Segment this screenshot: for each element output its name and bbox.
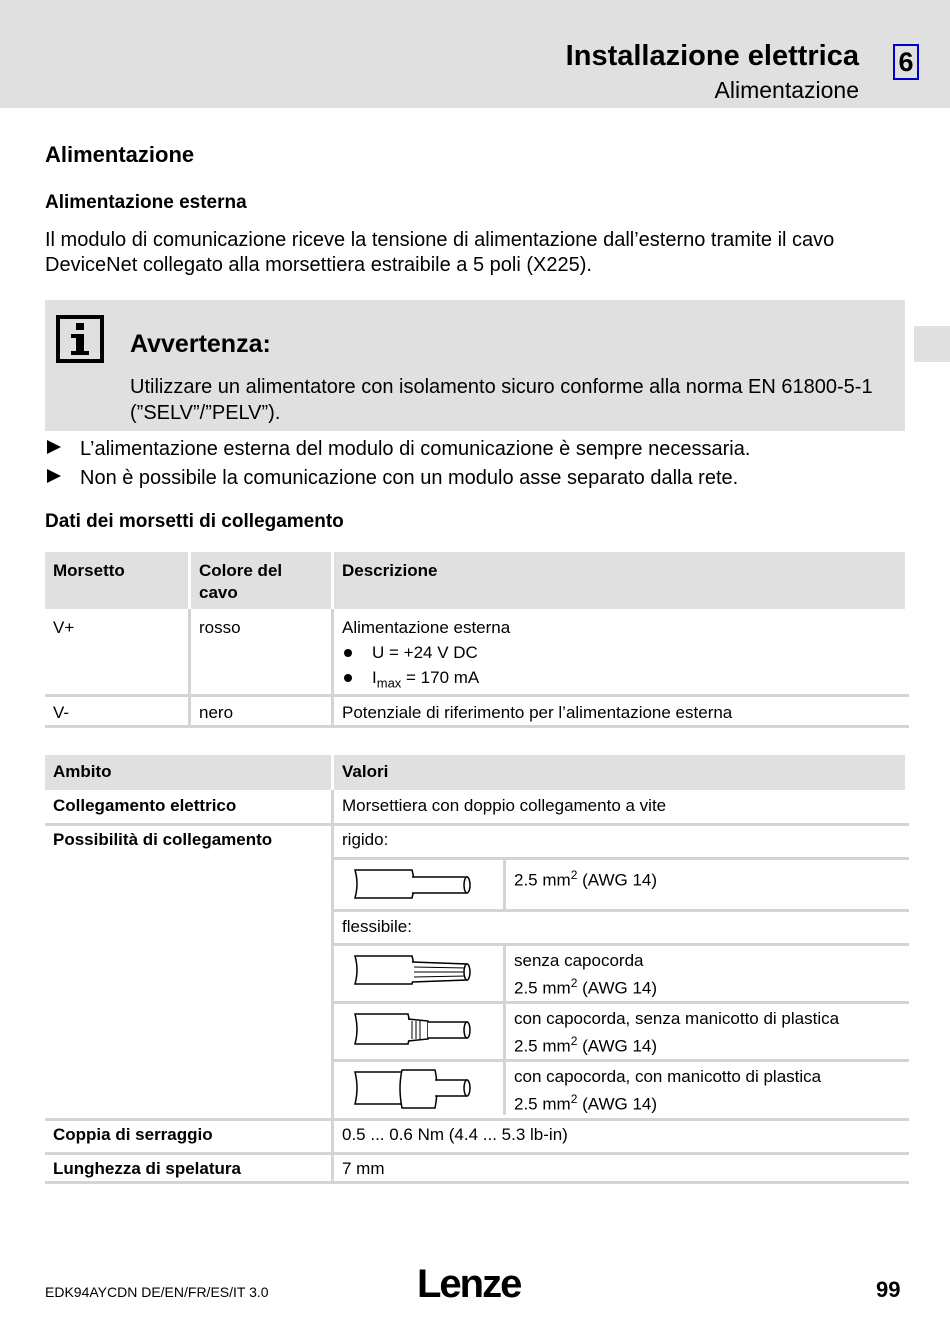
- table-cell: Coppia di serraggio: [53, 1125, 213, 1144]
- bullet-arrow-icon: [47, 440, 61, 454]
- table-cell: flessibile:: [342, 917, 412, 936]
- table-header-cell: Morsetto: [45, 552, 188, 609]
- intro-paragraph: Il modulo di comunicazione riceve la tensione di alimentazione dall’esterno tramite il cavo DeviceNet collegato alla morsettiera estraibile a 5 poli (X225).: [45, 229, 835, 276]
- table-cell: senza capocorda 2.5 $mm^2$ (AWG 14): [514, 951, 658, 998]
- table-cell: con capocorda, con manicotto di plastica 2.5 $mm^2$ (AWG 14): [514, 1067, 822, 1114]
- side-tab-marker: [914, 326, 950, 362]
- page-number: 99: [876, 1277, 901, 1302]
- rigid-wire-icon: [350, 866, 475, 902]
- table-header-cell: Colore del cavo: [191, 552, 331, 609]
- table-cell: V+: [53, 618, 75, 637]
- chapter-number[interactable]: 6: [893, 44, 919, 80]
- table-cell: 0.5 ... 0.6 Nm (4.4 ... 5.3 lb-in): [342, 1125, 568, 1144]
- bullet-dot-icon: [344, 649, 352, 657]
- stranded-wire-icon: [350, 952, 475, 990]
- table-cell: Collegamento elettrico: [53, 796, 237, 815]
- note-title: Avvertenza:: [130, 330, 271, 358]
- terminal-data-title: Dati dei morsetti di collegamento: [45, 511, 344, 532]
- page-header: [0, 0, 950, 108]
- table-header-cell: Valori: [334, 755, 905, 790]
- section-title: Alimentazione: [45, 142, 195, 167]
- note-text: Utilizzare un alimentatore con isolamento sicuro conforme alla norma EN 61800-5-1 (”SELV”/”PELV”).: [130, 376, 873, 424]
- table-cell: V-: [53, 703, 70, 722]
- table-cell: Morsettiera con doppio collegamento a vite: [342, 796, 667, 815]
- table-cell: 7 mm: [342, 1159, 385, 1178]
- subsection-title: Alimentazione esterna: [45, 192, 247, 213]
- bullet-item: L’alimentazione esterna del modulo di comunicazione è sempre necessaria.: [47, 438, 750, 461]
- header-title: Installazione elettrica: [565, 40, 859, 72]
- table-header-cell: Ambito: [45, 755, 331, 790]
- header-subtitle: Alimentazione: [714, 77, 859, 103]
- bullet-dot-icon: [344, 674, 352, 682]
- footer-doc-code: EDK94AYCDN DE/EN/FR/ES/IT 3.0: [45, 1284, 269, 1300]
- table-header-cell: Descrizione: [334, 552, 905, 609]
- insulated-ferrule-wire-icon: [350, 1066, 475, 1112]
- table-cell: rosso: [199, 618, 241, 637]
- info-icon: [56, 315, 104, 363]
- table-cell: Lunghezza di spelatura: [53, 1159, 241, 1178]
- table-cell: 2.5 $mm^2$ (AWG 14): [514, 868, 658, 890]
- brand-logo: Lenze: [417, 1262, 521, 1306]
- table-cell: Alimentazione esterna U = +24 V DC $I_{max} = 170$ mA: [342, 618, 511, 691]
- table-cell: rigido:: [342, 830, 389, 849]
- note-box: [45, 300, 905, 431]
- table-cell: nero: [199, 703, 234, 722]
- table-cell: Potenziale di riferimento per l’alimentazione esterna: [342, 703, 733, 722]
- bullet-item: Non è possibile la comunicazione con un modulo asse separato dalla rete.: [47, 467, 738, 490]
- table-cell: Possibilità di collegamento: [53, 830, 273, 849]
- table-cell: con capocorda, senza manicotto di plastica 2.5 $mm^2$ (AWG 14): [514, 1009, 840, 1056]
- ferrule-wire-icon: [350, 1010, 475, 1050]
- bullet-arrow-icon: [47, 469, 61, 483]
